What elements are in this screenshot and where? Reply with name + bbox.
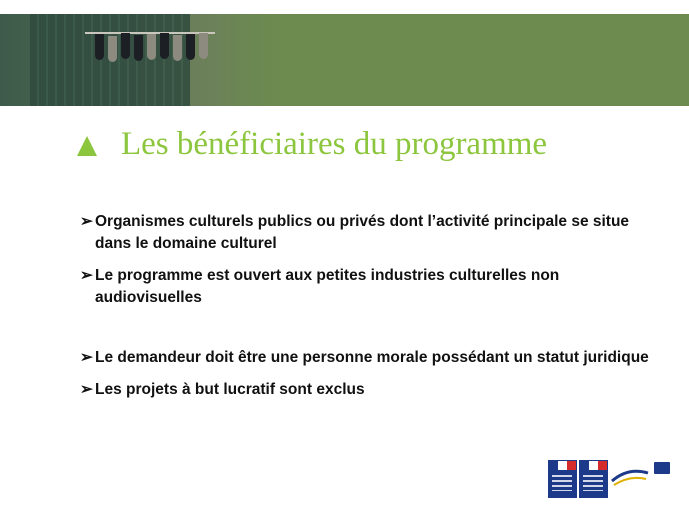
photo-shoe	[199, 33, 208, 59]
bullet-arrow-icon: ➢	[80, 267, 93, 284]
bullet-arrow-icon: ➢	[80, 381, 93, 398]
eu-flag-icon	[654, 462, 670, 474]
photo-shoe	[160, 33, 169, 59]
slide-title: Les bénéficiaires du programme	[121, 126, 548, 162]
republique-francaise-logo	[579, 460, 608, 498]
photo-shoe	[173, 35, 182, 61]
bullet-list	[80, 211, 650, 411]
bullet-item	[80, 211, 650, 255]
photo-shoe	[134, 35, 143, 61]
header-banner	[0, 14, 689, 106]
photo-shoe	[121, 33, 130, 59]
bullet-text: Le demandeur doit être une personne morale possédant un statut juridique	[95, 349, 649, 366]
bullet-text: Organismes culturels publics ou privés dont l’activité principale se situe dans le domaine culturel	[95, 213, 630, 252]
bullet-item	[80, 347, 650, 369]
bullet-arrow-icon: ➢	[80, 349, 93, 366]
photo-shoe	[186, 34, 195, 60]
bullet-text: Le programme est ouvert aux petites industries culturelles non audiovisuelles	[95, 267, 560, 306]
photo-shoe	[95, 34, 104, 60]
europe-logo	[610, 465, 650, 489]
photo-shoe	[108, 36, 117, 62]
partner-logos	[548, 460, 673, 498]
header-photo-shoes-image	[0, 14, 300, 106]
bullet-item	[80, 265, 650, 309]
bullet-text: Les projets à but lucratif sont exclus	[95, 381, 365, 398]
photo-fade	[220, 14, 300, 106]
title-triangle-icon	[77, 136, 97, 156]
photo-shoe	[147, 34, 156, 60]
republique-francaise-logo	[548, 460, 577, 498]
bullet-item	[80, 379, 650, 401]
bullet-arrow-icon: ➢	[80, 213, 93, 230]
